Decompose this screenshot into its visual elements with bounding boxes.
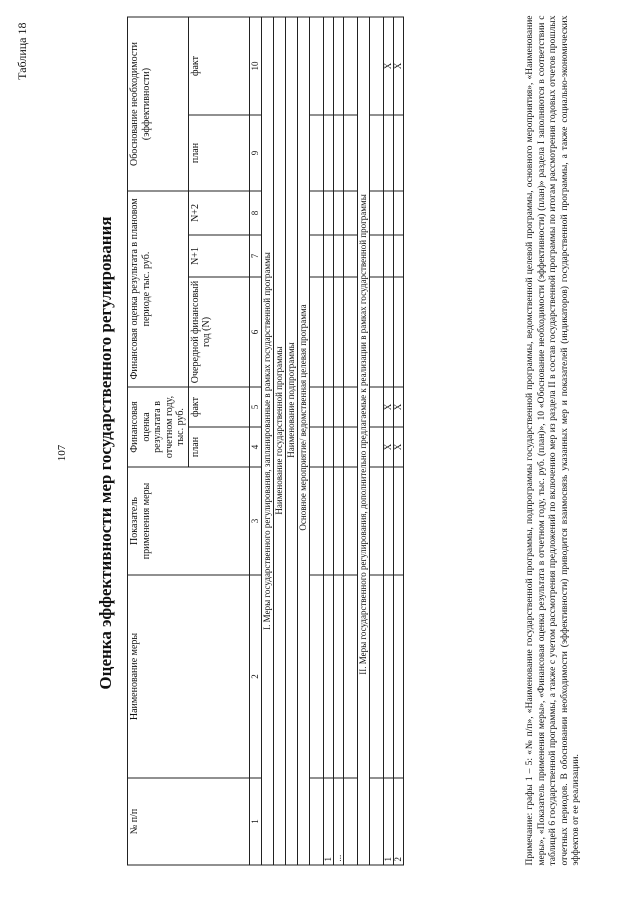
row-cell: [323, 276, 333, 386]
col-number: 9: [249, 114, 261, 190]
row-cell: [369, 276, 383, 386]
header-fin-report: Финансовая оценка результата в отчетном году, тыс. руб.: [128, 386, 189, 466]
row-cell: [383, 276, 393, 386]
row-cell: [343, 276, 357, 386]
row-cell: [333, 386, 343, 426]
row-cell: [369, 234, 383, 276]
header-n2: N+2: [188, 190, 249, 234]
row-cell: [323, 190, 333, 234]
subsection-row: [297, 16, 309, 864]
col-number: 4: [249, 427, 261, 467]
x-mark: Х: [383, 16, 393, 114]
header-plan-report: план: [188, 427, 249, 467]
row-cell: [369, 114, 383, 190]
row-ellipsis: ...: [333, 778, 343, 865]
row-cell: [333, 234, 343, 276]
row-cell: [309, 234, 323, 276]
row-cell: [383, 467, 393, 575]
row-cell: [323, 386, 333, 426]
row-cell: [309, 276, 323, 386]
subsection-row: [273, 16, 285, 864]
col-number: 8: [249, 190, 261, 234]
header-plan-just: план: [188, 114, 249, 190]
row-cell: [309, 575, 323, 778]
header-fin-plan: Финансовая оценка результата в плановом периоде тыс. руб.: [128, 190, 189, 386]
row-number: 2: [393, 778, 403, 865]
row-cell: [323, 114, 333, 190]
row-cell: [369, 16, 383, 114]
table-row: [343, 16, 357, 864]
row-cell: [323, 234, 333, 276]
row-cell: [309, 427, 323, 467]
row-cell: [333, 427, 343, 467]
table-label: Таблица 18: [15, 22, 29, 80]
row-cell: [333, 467, 343, 575]
row-cell: [309, 467, 323, 575]
section-row: [261, 16, 273, 864]
x-mark: Х: [383, 386, 393, 426]
col-number: 1: [249, 778, 261, 865]
table-row: [383, 16, 393, 864]
row-cell: [383, 114, 393, 190]
subsection-row: [285, 16, 297, 864]
row-cell: [309, 16, 323, 114]
page-number: 107: [56, 444, 68, 461]
row-cell: [333, 575, 343, 778]
row-cell: [343, 386, 357, 426]
main-activity-heading: Основное мероприятие/ ведомственная целевая программа: [297, 16, 309, 864]
row-cell: [309, 386, 323, 426]
col-number: 3: [249, 467, 261, 575]
row-cell: [323, 467, 333, 575]
header-no: № п/п: [128, 778, 250, 865]
header-next-year: Очередной финансовый год (N): [188, 276, 249, 386]
row-cell: [309, 778, 323, 865]
x-mark: Х: [393, 427, 403, 467]
col-number: 2: [249, 575, 261, 778]
row-cell: [393, 190, 403, 234]
state-program-heading: Наименование государственной программы: [273, 16, 285, 864]
row-cell: [383, 234, 393, 276]
row-cell: [333, 16, 343, 114]
row-cell: [393, 467, 403, 575]
row-cell: [343, 234, 357, 276]
header-justification: Обоснование необходимости (эффективности): [128, 16, 189, 190]
row-cell: [393, 276, 403, 386]
row-cell: [343, 427, 357, 467]
row-cell: [369, 778, 383, 865]
row-cell: [323, 575, 333, 778]
row-cell: [383, 575, 393, 778]
row-cell: [309, 190, 323, 234]
row-cell: [343, 778, 357, 865]
efficiency-table: [127, 16, 404, 865]
row-cell: [393, 575, 403, 778]
page-title: Оценка эффективности мер государственного регулирования: [96, 215, 115, 690]
row-cell: [343, 467, 357, 575]
header-name: Наименование меры: [128, 575, 250, 778]
subprogram-heading: Наименование подпрограммы: [285, 16, 297, 864]
column-number-row: [249, 16, 261, 864]
row-cell: [369, 467, 383, 575]
col-number: 7: [249, 234, 261, 276]
row-number: 1: [383, 778, 393, 865]
row-cell: [369, 190, 383, 234]
footnote: Примечание: графы 1 – 5: «№ п/п», «Наименование государственной программы, подпрограммы государственной программы, ведомственной целевой программы, основного мероприятия», «Наименование меры», «Показатель применения меры», «Финансовая оценка результата в отчетном году, тыс. руб. (план)», 10 «Обоснование необходимости (эффективности) (план)» раздела I заполняются в соответствии с таблицей 6 государственной программы, а также с учетом рассмотрения предложений по включению мер из раздела II в состав государственной программы по итогам рассмотрения годовых отчетов прошлых отчетных периодов. В обосновании необходимости (эффективности) приводится взаимосвязь указанных мер и показателей (индикаторов) государственной программы, а также социально-экономических эффектов от ее реализации.: [525, 15, 581, 865]
row-cell: [343, 190, 357, 234]
row-cell: [383, 190, 393, 234]
x-mark: Х: [383, 427, 393, 467]
row-cell: [333, 190, 343, 234]
table-row: [333, 16, 343, 864]
header-n1: N+1: [188, 234, 249, 276]
header-fact-report: факт: [188, 386, 249, 426]
col-number: 5: [249, 386, 261, 426]
col-number: 10: [249, 16, 261, 114]
x-mark: Х: [393, 16, 403, 114]
row-cell: [333, 114, 343, 190]
row-cell: [369, 575, 383, 778]
row-cell: [309, 114, 323, 190]
section-row: [357, 16, 369, 864]
table-row: [323, 16, 333, 864]
row-cell: [369, 427, 383, 467]
section-2-heading: II. Меры государственного регулирования, дополнительно предлагаемые к реализации в рамках государственной программы: [357, 16, 369, 864]
header-indicator: Показатель применения меры: [128, 467, 250, 575]
col-number: 6: [249, 276, 261, 386]
section-1-heading: I. Меры государственного регулирования, запланированные в рамках государственной программы: [261, 16, 273, 864]
row-cell: [333, 276, 343, 386]
row-cell: [343, 575, 357, 778]
header-fact-just: факт: [188, 16, 249, 114]
row-cell: [323, 16, 333, 114]
table-row: [393, 16, 403, 864]
header-row-1: [128, 16, 189, 864]
row-cell: [369, 386, 383, 426]
row-cell: [393, 114, 403, 190]
row-cell: [343, 114, 357, 190]
x-mark: Х: [393, 386, 403, 426]
table-row: [369, 16, 383, 864]
row-number: 1: [323, 778, 333, 865]
row-cell: [343, 16, 357, 114]
row-cell: [393, 234, 403, 276]
table-row: [309, 16, 323, 864]
row-cell: [323, 427, 333, 467]
